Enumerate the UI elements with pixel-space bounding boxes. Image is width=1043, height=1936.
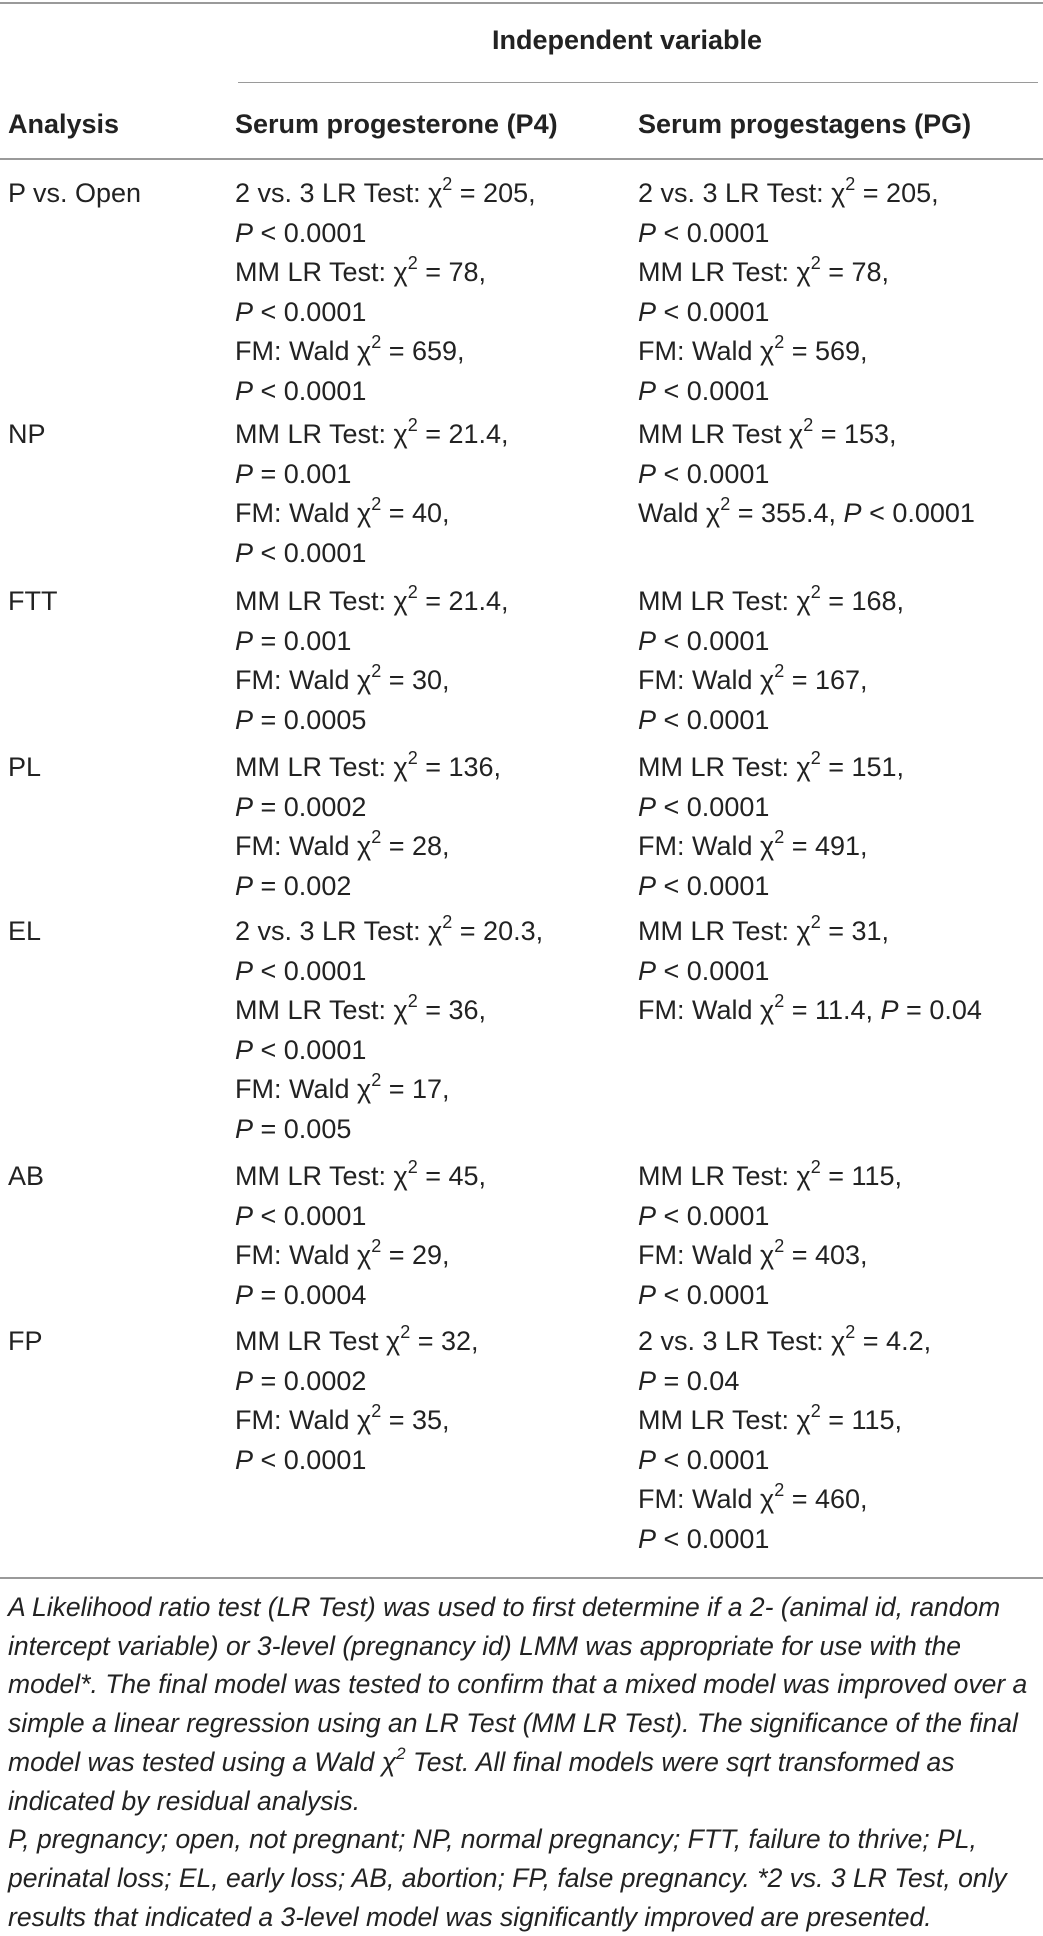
stat-line: FM: Wald $\chi^2 = 659$, [235, 332, 465, 366]
stat-line: MM LR Test: $\chi^2 = 78$, [235, 253, 487, 287]
stat-line: P < 0.0001 [638, 217, 770, 248]
p4-cell [235, 748, 635, 906]
stat-line: 2 vs. 3 LR Test: $\chi^2 = 4.2$, [638, 1322, 932, 1356]
stat-line: FM: Wald $\chi^2 = 40$, [235, 494, 450, 528]
stat-line: FM: Wald $\chi^2 = 460$, [638, 1480, 868, 1514]
table-footnote [8, 1588, 1036, 1936]
stat-line: P < 0.0001 [638, 870, 770, 901]
top-rule [0, 2, 1043, 4]
analysis-cell: NP [8, 419, 46, 449]
footnote-method-text: A Likelihood ratio test (LR Test) was used to first determine if a 2- (animal id, random intercept variable) or 3-level (pregnancy id) LMM was appropriate for use with the model*. The final model was tested to confirm that a mixed model was improved over a simple a linear regression using an LR Test (MM LR Test). The significance of the final model was tested using a Wald $\chi^2$ Test. All final models were sqrt transformed as indicated by residual analysis. [8, 1592, 1028, 1816]
stat-line: MM LR Test: $\chi^2 = 151$, [638, 748, 905, 782]
stat-line: MM LR Test: $\chi^2 = 115$, [638, 1157, 903, 1191]
stat-line: P < 0.0001 [235, 1444, 367, 1475]
stat-line: 2 vs. 3 LR Test: $\chi^2 = 20.3$, [235, 912, 544, 946]
footnote-abbreviations-text: P, pregnancy; open, not pregnant; NP, normal pregnancy; FTT, failure to thrive; PL, perinatal loss; EL, early loss; AB, abortion; FP, false pregnancy. *2 vs. 3 LR Test, only results that indicated a 3-level model was significantly improved are presented. [8, 1824, 1007, 1932]
pg-cell [638, 912, 1038, 1031]
analysis-cell: PL [8, 752, 42, 782]
column-header-pg: Serum progestagens (PG) [638, 109, 972, 139]
stat-line: FM: Wald $\chi^2 = 17$, [235, 1070, 450, 1104]
stat-line: P < 0.0001 [638, 296, 770, 327]
spanner-header: Independent variable [492, 25, 763, 55]
stat-line: P = 0.0002 [235, 791, 367, 822]
stat-line: P < 0.0001 [235, 375, 367, 406]
stat-line: P < 0.0001 [638, 625, 770, 656]
stat-line: P = 0.001 [235, 458, 352, 489]
p4-cell [235, 1157, 635, 1315]
stat-line: P < 0.0001 [235, 1200, 367, 1231]
stat-line: P < 0.0001 [638, 1444, 770, 1475]
stat-line: MM LR Test: $\chi^2 = 136$, [235, 748, 502, 782]
stat-line: FM: Wald $\chi^2 = 29$, [235, 1236, 450, 1270]
stat-line: FM: Wald $\chi^2 = 11.4$, P = 0.04 [638, 991, 982, 1025]
analysis-cell: FP [8, 1326, 43, 1356]
stat-line: P = 0.001 [235, 625, 352, 656]
pg-cell [638, 1157, 1038, 1315]
stat-line: P < 0.0001 [638, 1200, 770, 1231]
stat-line: P < 0.0001 [638, 791, 770, 822]
stat-line: MM LR Test $\chi^2 = 32$, [235, 1322, 479, 1356]
stat-line: MM LR Test: $\chi^2 = 36$, [235, 991, 487, 1025]
stat-line: P < 0.0001 [638, 955, 770, 986]
pg-cell [638, 415, 1038, 534]
p4-cell [235, 174, 635, 411]
pg-cell [638, 748, 1038, 906]
stat-line: P < 0.0001 [235, 955, 367, 986]
stat-line: MM LR Test: $\chi^2 = 45$, [235, 1157, 487, 1191]
stat-line: P = 0.002 [235, 870, 352, 901]
stat-line: P < 0.0001 [235, 1034, 367, 1065]
stat-line: P = 0.0004 [235, 1279, 367, 1310]
table-bottom-rule [0, 1577, 1043, 1579]
pg-cell [638, 582, 1038, 740]
column-header-p4: Serum progesterone (P4) [235, 109, 558, 139]
stat-line: 2 vs. 3 LR Test: $\chi^2 = 205$, [638, 174, 939, 208]
stat-line: P < 0.0001 [638, 458, 770, 489]
p4-cell [235, 582, 635, 740]
stat-line: MM LR Test: $\chi^2 = 31$, [638, 912, 890, 946]
stat-line: MM LR Test: $\chi^2 = 78$, [638, 253, 890, 287]
analysis-cell: AB [8, 1161, 45, 1191]
p4-cell [235, 415, 635, 573]
stat-line: P < 0.0001 [235, 296, 367, 327]
stat-line: FM: Wald $\chi^2 = 35$, [235, 1401, 450, 1435]
header-rule [0, 158, 1043, 160]
stat-line: P < 0.0001 [638, 1523, 770, 1554]
analysis-cell: P vs. Open [8, 178, 142, 208]
stat-line: FM: Wald $\chi^2 = 30$, [235, 661, 450, 695]
stat-line: FM: Wald $\chi^2 = 569$, [638, 332, 868, 366]
p4-cell [235, 1322, 635, 1480]
column-header-analysis: Analysis [8, 109, 120, 139]
stat-line: FM: Wald $\chi^2 = 167$, [638, 661, 868, 695]
stat-line: MM LR Test: $\chi^2 = 21.4$, [235, 415, 509, 449]
pg-cell [638, 1322, 1038, 1559]
p4-cell [235, 912, 635, 1149]
stat-line: P < 0.0001 [235, 537, 367, 568]
stat-line: FM: Wald $\chi^2 = 403$, [638, 1236, 868, 1270]
stat-line: 2 vs. 3 LR Test: $\chi^2 = 205$, [235, 174, 536, 208]
stat-line: P < 0.0001 [638, 375, 770, 406]
stat-line: MM LR Test: $\chi^2 = 21.4$, [235, 582, 509, 616]
stat-line: FM: Wald $\chi^2 = 491$, [638, 827, 868, 861]
stat-line: MM LR Test $\chi^2 = 153$, [638, 415, 897, 449]
stat-line: MM LR Test: $\chi^2 = 115$, [638, 1401, 903, 1435]
stat-line: P = 0.04 [638, 1365, 740, 1396]
stat-line: FM: Wald $\chi^2 = 28$, [235, 827, 450, 861]
stat-line: MM LR Test: $\chi^2 = 168$, [638, 582, 905, 616]
analysis-cell: FTT [8, 586, 58, 616]
stat-line: P = 0.0002 [235, 1365, 367, 1396]
pg-cell [638, 174, 1038, 411]
analysis-cell: EL [8, 916, 42, 946]
stat-line: P < 0.0001 [235, 217, 367, 248]
stat-line: P = 0.005 [235, 1113, 352, 1144]
stat-line: P = 0.0005 [235, 704, 367, 735]
stat-line: P < 0.0001 [638, 704, 770, 735]
spanner-rule [238, 82, 1038, 83]
stat-line: Wald $\chi^2 = 355.4$, P < 0.0001 [638, 494, 975, 528]
stat-line: P < 0.0001 [638, 1279, 770, 1310]
